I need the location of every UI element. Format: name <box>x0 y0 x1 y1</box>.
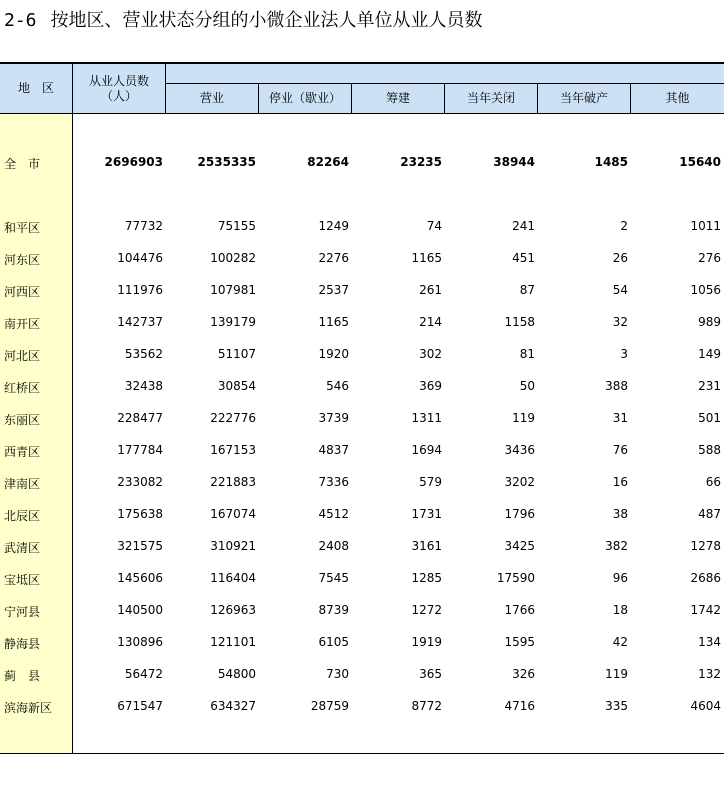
cell-total: 233082 <box>117 475 163 489</box>
cell-closed: 326 <box>512 667 535 681</box>
cell-closed: 3425 <box>504 539 535 553</box>
cell-operating: 310921 <box>210 539 256 553</box>
row-label: 西青区 <box>4 445 41 459</box>
row-label: 滨海新区 <box>4 701 53 715</box>
cell-closed: 1796 <box>504 507 535 521</box>
cell-preparing: 1919 <box>411 635 442 649</box>
table-row <box>0 345 724 365</box>
table-row <box>0 601 724 621</box>
cell-bankrupt: 388 <box>605 379 628 393</box>
cell-total: 177784 <box>117 443 163 457</box>
cell-closed: 38944 <box>493 155 535 169</box>
cell-suspended: 7336 <box>318 475 349 489</box>
row-label: 全 市 <box>4 157 41 171</box>
cell-closed: 451 <box>512 251 535 265</box>
header-total: 从业人员数（人） <box>88 74 149 103</box>
cell-bankrupt: 1485 <box>594 155 628 169</box>
cell-total: 145606 <box>117 571 163 585</box>
cell-suspended: 2408 <box>318 539 349 553</box>
cell-preparing: 365 <box>419 667 442 681</box>
cell-total: 53562 <box>124 347 163 361</box>
cell-closed: 119 <box>512 411 535 425</box>
row-label: 宝坻区 <box>4 573 41 587</box>
cell-other: 134 <box>698 635 721 649</box>
cell-total: 228477 <box>117 411 163 425</box>
cell-preparing: 579 <box>419 475 442 489</box>
cell-closed: 17590 <box>496 571 535 585</box>
cell-other: 132 <box>698 667 721 681</box>
cell-closed: 81 <box>519 347 535 361</box>
cell-operating: 139179 <box>210 315 256 329</box>
header-top-border <box>0 62 724 64</box>
table-bottom-border <box>0 753 724 754</box>
header-status-other: 其他 <box>665 91 690 105</box>
cell-preparing: 1272 <box>411 603 442 617</box>
row-label: 宁河县 <box>4 605 41 619</box>
cell-total: 77732 <box>124 219 163 233</box>
cell-operating: 100282 <box>210 251 256 265</box>
cell-operating: 221883 <box>210 475 256 489</box>
cell-closed: 3202 <box>504 475 535 489</box>
cell-other: 4604 <box>690 699 721 713</box>
cell-operating: 54800 <box>217 667 256 681</box>
cell-bankrupt: 54 <box>612 283 628 297</box>
row-label: 北辰区 <box>4 509 41 523</box>
cell-other: 66 <box>705 475 721 489</box>
header-divider <box>72 62 73 114</box>
row-label: 静海县 <box>4 637 41 651</box>
table-row <box>0 537 724 557</box>
row-label: 河西区 <box>4 285 41 299</box>
table-row <box>0 665 724 685</box>
cell-total: 111976 <box>117 283 163 297</box>
table-row <box>0 409 724 429</box>
cell-total: 142737 <box>117 315 163 329</box>
cell-total: 130896 <box>117 635 163 649</box>
cell-total: 104476 <box>117 251 163 265</box>
cell-operating: 167153 <box>210 443 256 457</box>
row-label: 和平区 <box>4 221 41 235</box>
row-label: 河东区 <box>4 253 41 267</box>
table-row <box>0 313 724 333</box>
table-row <box>0 505 724 525</box>
cell-bankrupt: 382 <box>605 539 628 553</box>
cell-operating: 30854 <box>217 379 256 393</box>
cell-operating: 121101 <box>210 635 256 649</box>
table-row <box>0 217 724 237</box>
cell-suspended: 3739 <box>318 411 349 425</box>
cell-bankrupt: 26 <box>612 251 628 265</box>
cell-bankrupt: 96 <box>612 571 628 585</box>
cell-bankrupt: 31 <box>612 411 628 425</box>
total-row <box>0 153 724 173</box>
header-status-operating: 营业 <box>199 91 224 105</box>
cell-preparing: 1165 <box>411 251 442 265</box>
cell-other: 231 <box>698 379 721 393</box>
cell-closed: 241 <box>512 219 535 233</box>
cell-preparing: 261 <box>419 283 442 297</box>
table-title: 按地区、营业状态分组的小微企业法人单位从业人员数 <box>50 10 483 31</box>
cell-other: 2686 <box>690 571 721 585</box>
header-status-preparing: 筹建 <box>385 91 410 105</box>
cell-closed: 1766 <box>504 603 535 617</box>
cell-preparing: 23235 <box>400 155 442 169</box>
cell-closed: 3436 <box>504 443 535 457</box>
cell-suspended: 2537 <box>318 283 349 297</box>
cell-operating: 107981 <box>210 283 256 297</box>
cell-other: 276 <box>698 251 721 265</box>
cell-bankrupt: 335 <box>605 699 628 713</box>
header-status-suspended: 停业（歇业） <box>268 91 341 105</box>
cell-other: 487 <box>698 507 721 521</box>
page-title <box>4 6 483 32</box>
cell-operating: 116404 <box>210 571 256 585</box>
cell-suspended: 4512 <box>318 507 349 521</box>
cell-closed: 4716 <box>504 699 535 713</box>
cell-closed: 1158 <box>504 315 535 329</box>
cell-suspended: 546 <box>326 379 349 393</box>
table-number: 2-6 <box>4 10 37 31</box>
cell-other: 1742 <box>690 603 721 617</box>
cell-closed: 50 <box>519 379 535 393</box>
cell-suspended: 1249 <box>318 219 349 233</box>
cell-other: 501 <box>698 411 721 425</box>
row-label: 红桥区 <box>4 381 41 395</box>
table-row <box>0 697 724 717</box>
cell-total: 2696903 <box>104 155 163 169</box>
table-row <box>0 249 724 269</box>
row-label: 武清区 <box>4 541 41 555</box>
cell-preparing: 1285 <box>411 571 442 585</box>
table-header <box>0 62 724 114</box>
table-row <box>0 633 724 653</box>
cell-preparing: 1311 <box>411 411 442 425</box>
cell-operating: 167074 <box>210 507 256 521</box>
cell-bankrupt: 3 <box>620 347 628 361</box>
cell-other: 149 <box>698 347 721 361</box>
cell-operating: 2535335 <box>197 155 256 169</box>
region-column-bg <box>0 114 73 753</box>
cell-suspended: 1165 <box>318 315 349 329</box>
cell-total: 321575 <box>117 539 163 553</box>
cell-bankrupt: 32 <box>612 315 628 329</box>
table-row <box>0 569 724 589</box>
cell-preparing: 74 <box>426 219 442 233</box>
header-status-bankrupt: 当年破产 <box>559 91 608 105</box>
cell-suspended: 1920 <box>318 347 349 361</box>
row-label: 东丽区 <box>4 413 41 427</box>
cell-bankrupt: 42 <box>612 635 628 649</box>
cell-operating: 222776 <box>210 411 256 425</box>
cell-other: 1056 <box>690 283 721 297</box>
cell-total: 56472 <box>124 667 163 681</box>
cell-total: 175638 <box>117 507 163 521</box>
cell-bankrupt: 16 <box>612 475 628 489</box>
row-label: 蓟 县 <box>4 669 41 683</box>
cell-other: 588 <box>698 443 721 457</box>
cell-suspended: 730 <box>326 667 349 681</box>
cell-other: 1278 <box>690 539 721 553</box>
cell-preparing: 369 <box>419 379 442 393</box>
header-status-closed: 当年关闭 <box>466 91 515 105</box>
cell-operating: 126963 <box>210 603 256 617</box>
cell-suspended: 2276 <box>318 251 349 265</box>
cell-suspended: 4837 <box>318 443 349 457</box>
cell-total: 32438 <box>124 379 163 393</box>
cell-preparing: 214 <box>419 315 442 329</box>
cell-total: 140500 <box>117 603 163 617</box>
cell-total: 671547 <box>117 699 163 713</box>
row-label: 津南区 <box>4 477 41 491</box>
cell-bankrupt: 76 <box>612 443 628 457</box>
cell-suspended: 8739 <box>318 603 349 617</box>
cell-other: 15640 <box>679 155 721 169</box>
cell-bankrupt: 18 <box>612 603 628 617</box>
row-label: 南开区 <box>4 317 41 331</box>
table-row <box>0 473 724 493</box>
cell-preparing: 302 <box>419 347 442 361</box>
cell-suspended: 7545 <box>318 571 349 585</box>
cell-closed: 1595 <box>504 635 535 649</box>
cell-other: 1011 <box>690 219 721 233</box>
header-region: 地 区 <box>17 81 54 95</box>
cell-other: 989 <box>698 315 721 329</box>
cell-operating: 634327 <box>210 699 256 713</box>
cell-suspended: 28759 <box>310 699 349 713</box>
cell-bankrupt: 2 <box>620 219 628 233</box>
cell-suspended: 82264 <box>307 155 349 169</box>
cell-bankrupt: 38 <box>612 507 628 521</box>
cell-preparing: 1694 <box>411 443 442 457</box>
header-bottom-border <box>0 113 724 114</box>
cell-preparing: 3161 <box>411 539 442 553</box>
cell-preparing: 8772 <box>411 699 442 713</box>
cell-closed: 87 <box>519 283 535 297</box>
cell-operating: 75155 <box>217 219 256 233</box>
cell-bankrupt: 119 <box>605 667 628 681</box>
row-label: 河北区 <box>4 349 41 363</box>
cell-suspended: 6105 <box>318 635 349 649</box>
cell-preparing: 1731 <box>411 507 442 521</box>
table-row <box>0 377 724 397</box>
cell-operating: 51107 <box>217 347 256 361</box>
table-row <box>0 281 724 301</box>
table-row <box>0 441 724 461</box>
